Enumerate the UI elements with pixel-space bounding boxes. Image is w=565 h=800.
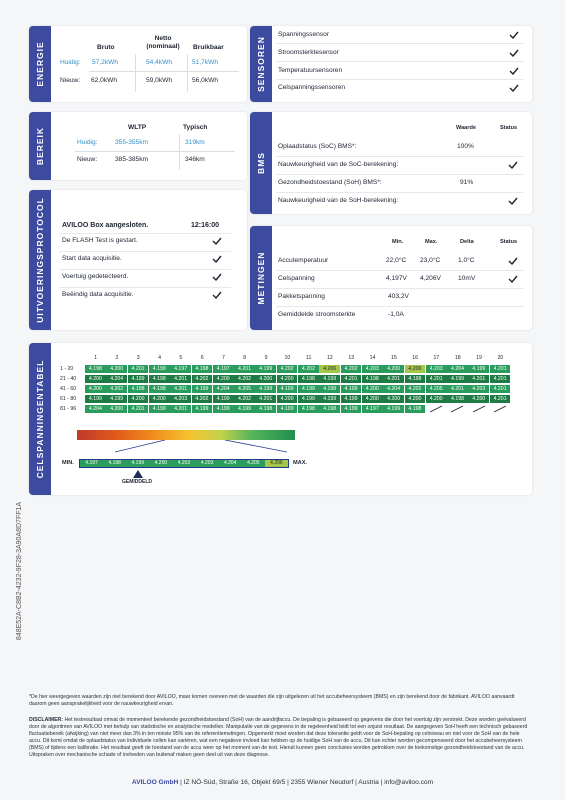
meting-row-2-max: 4,206V bbox=[420, 275, 441, 282]
bms-row-1-label: Oplaadstatus (SoC) BMS*: bbox=[278, 143, 357, 150]
cell-voltage: 4.202 bbox=[298, 365, 319, 373]
protocol-item-3: Voertuig gedetecteerd. bbox=[62, 273, 129, 280]
meting-row-2-label: Celspanning bbox=[278, 275, 315, 282]
cell-voltage: 4.200 bbox=[277, 375, 298, 383]
cell-voltage: 4.201 bbox=[490, 395, 511, 403]
cell-voltage: 4.197 bbox=[213, 365, 234, 373]
energie-tab: ENERGIE bbox=[29, 26, 51, 102]
check-icon bbox=[212, 291, 222, 299]
cell-voltage: 4.198 bbox=[149, 385, 170, 393]
sensor-item-3: Temperatuursensoren bbox=[278, 67, 343, 74]
check-icon bbox=[508, 161, 518, 169]
empty-cell-slash bbox=[426, 405, 447, 413]
legend-value: 4.198 bbox=[103, 460, 126, 467]
cell-voltage: 4.205 bbox=[234, 385, 255, 393]
cell-voltage: 4.204 bbox=[106, 375, 127, 383]
column-number: 20 bbox=[497, 355, 504, 361]
row-range-label: 81 - 96 bbox=[60, 406, 77, 412]
column-number: 6 bbox=[200, 355, 204, 361]
column-number: 19 bbox=[476, 355, 482, 361]
protocol-item-2: Start data acquisitie. bbox=[62, 255, 122, 262]
gemiddeld-label: GEMIDDELD bbox=[122, 479, 152, 485]
cell-voltage: 4.200 bbox=[383, 395, 404, 403]
energie-huidig-bruikbaar: 51,7kWh bbox=[192, 59, 219, 66]
cell-voltage: 4.198 bbox=[447, 395, 468, 403]
bms-row-1-value: 100% bbox=[457, 143, 474, 150]
cell-voltage: 4.200 bbox=[405, 395, 426, 403]
footer bbox=[0, 779, 565, 786]
meting-row-1-delta: 1,0°C bbox=[458, 257, 475, 264]
cell-voltage: 4.197 bbox=[170, 365, 191, 373]
column-number: 11 bbox=[305, 355, 312, 361]
legend-value: 4.206 bbox=[265, 460, 288, 467]
cell-voltage: 4.200 bbox=[85, 385, 106, 393]
cell-voltage: 4.199 bbox=[192, 405, 213, 413]
energie-nieuw-bruikbaar: 56,0kWh bbox=[192, 77, 219, 84]
row-range-label: 1 - 20 bbox=[60, 366, 74, 372]
legend-bracket bbox=[77, 440, 295, 458]
cell-voltage: 4.198 bbox=[85, 365, 106, 373]
cell-voltage: 4.206 bbox=[319, 365, 340, 373]
cell-voltage: 4.200 bbox=[149, 395, 170, 403]
cell-voltage: 4.201 bbox=[341, 375, 362, 383]
min-header: Min. bbox=[392, 239, 404, 245]
energie-huidig-bruto: 57,2kWh bbox=[92, 59, 119, 66]
cell-voltage: 4.200 bbox=[106, 405, 127, 413]
column-number: 1 bbox=[94, 355, 98, 361]
column-number: 4 bbox=[158, 355, 161, 361]
cell-voltage: 4.198 bbox=[362, 375, 383, 383]
bereik-tab: BEREIK bbox=[29, 112, 51, 180]
empty-cell-slash bbox=[447, 405, 468, 413]
cell-voltage: 4.200 bbox=[468, 395, 489, 403]
sensoren-card bbox=[250, 26, 532, 102]
cell-voltage: 4.200 bbox=[426, 395, 447, 403]
bms-row-3-value: 91% bbox=[460, 179, 474, 186]
footer-address: | IZ NÖ-Süd, Straße 16, Objekt 69/5 | 2355 Wiener Neudorf | Austria | bbox=[180, 779, 383, 786]
bms-row-4-label: Nauwkeurigheid van de SoH-berekening: bbox=[278, 197, 399, 204]
sensor-item-4: Celspanningssensoren bbox=[278, 84, 346, 91]
metingen-card bbox=[250, 226, 532, 330]
cell-voltage: 4.202 bbox=[341, 365, 362, 373]
bereik-huidig-wltp: 355-355km bbox=[115, 139, 148, 146]
netto-header: Netto (nominaal) bbox=[146, 35, 180, 51]
cell-voltage: 4.199 bbox=[298, 395, 319, 403]
cell-voltage: 4.199 bbox=[319, 395, 340, 403]
celspanning-tab: CELSPANNINGENTABEL bbox=[29, 343, 51, 495]
cell-voltage: 4.198 bbox=[405, 405, 426, 413]
legend-scale bbox=[79, 459, 289, 468]
column-number: 7 bbox=[222, 355, 225, 361]
bms-row-2-label: Nauwkeurigheid van de SoC-berekening: bbox=[278, 161, 399, 168]
cell-voltage: 4.200 bbox=[362, 395, 383, 403]
protocol-title: AVILOO Box aangesloten. bbox=[62, 222, 149, 229]
cell-voltage: 4.201 bbox=[490, 375, 511, 383]
column-number: 2 bbox=[115, 355, 119, 361]
protocol-time: 12:16:00 bbox=[191, 222, 220, 229]
legend-value: 4.200 bbox=[149, 460, 172, 467]
protocol-tab: UITVOERINGSPROTOCOL bbox=[29, 190, 51, 330]
bms-row-3-label: Gezondheidstoestand (SoH) BMS*: bbox=[278, 179, 382, 186]
legend-value: 4.204 bbox=[219, 460, 242, 467]
cell-voltage: 4.199 bbox=[341, 405, 362, 413]
status-header: Status bbox=[500, 239, 518, 245]
cell-voltage: 4.199 bbox=[149, 405, 170, 413]
empty-cell-slash bbox=[468, 405, 489, 413]
cell-voltage: 4.200 bbox=[213, 375, 234, 383]
cell-voltage: 4.199 bbox=[106, 395, 127, 403]
cell-voltage: 4.199 bbox=[319, 375, 340, 383]
cell-voltage: 4.202 bbox=[192, 375, 213, 383]
cell-voltage: 4.201 bbox=[128, 365, 149, 373]
wltp-header: WLTP bbox=[128, 124, 147, 131]
check-icon bbox=[508, 275, 518, 283]
protocol-item-1: De FLASH Test is gestart. bbox=[62, 237, 138, 244]
check-icon bbox=[212, 237, 222, 245]
meting-row-2-delta: 10mV bbox=[458, 275, 476, 282]
cell-voltage: 4.201 bbox=[490, 365, 511, 373]
energie-huidig-netto: 54,4kWh bbox=[146, 59, 173, 66]
protocol-item-4: Beëindig data acquisitie. bbox=[62, 291, 134, 298]
waarde-header: Waarde bbox=[456, 125, 476, 131]
typisch-header: Typisch bbox=[183, 124, 208, 131]
cell-voltage: 4.201 bbox=[490, 385, 511, 393]
voltage-gradient-bar bbox=[77, 430, 295, 440]
legend-value: 4.197 bbox=[80, 460, 103, 467]
cell-voltage: 4.199 bbox=[341, 395, 362, 403]
cell-voltage: 4.199 bbox=[128, 375, 149, 383]
cell-voltage: 4.202 bbox=[234, 375, 255, 383]
bms-tab: BMS bbox=[250, 112, 272, 214]
energie-nieuw-bruto: 62,0kWh bbox=[91, 77, 118, 84]
cell-voltage: 4.206 bbox=[405, 365, 426, 373]
column-number: 10 bbox=[284, 355, 291, 361]
footer-company: AVILOO GmbH bbox=[131, 779, 179, 786]
metingen-tab: METINGEN bbox=[250, 226, 272, 330]
column-number: 9 bbox=[264, 355, 268, 361]
disclaimer-label: DISCLAIMER: bbox=[29, 717, 64, 723]
cell-voltage: 4.198 bbox=[255, 405, 276, 413]
cell-voltage: 4.201 bbox=[426, 375, 447, 383]
cell-voltage: 4.204 bbox=[447, 365, 468, 373]
check-icon bbox=[509, 84, 519, 92]
check-icon bbox=[212, 255, 222, 263]
status-header: Status bbox=[500, 125, 518, 131]
footnote: *De hier weergegeven waarden zijn niet berekend door AVILOO, maar komen overeen met de waarden die zijn uitgelezen uit het accubeheersysteem (BMS) en zijn berekend door de fabrikant. AVILOO aanvaardt daarom geen aansprakelijkheid voor de nauwkeurigheid ervan. bbox=[29, 694, 515, 707]
legend-value: 4.202 bbox=[172, 460, 195, 467]
cell-voltage: 4.198 bbox=[319, 385, 340, 393]
energie-nieuw-label: Nieuw: bbox=[60, 77, 81, 84]
cell-voltage: 4.201 bbox=[170, 375, 191, 383]
meting-row-1-max: 23,0°C bbox=[420, 257, 441, 264]
bereik-huidig-label: Huidig: bbox=[77, 139, 98, 146]
column-number: 15 bbox=[390, 355, 397, 361]
sensor-item-1: Spanningssensor bbox=[278, 31, 329, 38]
cell-voltage: 4.199 bbox=[298, 385, 319, 393]
cell-voltage: 4.203 bbox=[426, 365, 447, 373]
meting-row-2-min: 4,197V bbox=[386, 275, 407, 282]
column-number: 5 bbox=[179, 355, 183, 361]
bruikbaar-header: Bruikbaar bbox=[193, 44, 224, 51]
meting-row-1-label: Accutemperatuur bbox=[278, 257, 329, 264]
footer-email[interactable]: info@aviloo.com bbox=[384, 779, 434, 786]
meting-row-4-label: Gemiddelde stroomsterkte bbox=[278, 311, 356, 318]
cell-voltage: 4.201 bbox=[170, 385, 191, 393]
cell-voltage: 4.199 bbox=[234, 405, 255, 413]
check-icon bbox=[508, 257, 518, 265]
check-icon bbox=[509, 49, 519, 57]
check-icon bbox=[508, 197, 518, 205]
row-range-label: 41 - 60 bbox=[60, 386, 77, 392]
cell-voltage: 4.202 bbox=[234, 395, 255, 403]
sensor-item-2: Stroomsterktesensor bbox=[278, 49, 339, 56]
cell-voltage: 4.201 bbox=[468, 375, 489, 383]
disclaimer bbox=[29, 717, 532, 759]
cell-voltage: 4.203 bbox=[468, 385, 489, 393]
cell-voltage: 4.204 bbox=[213, 385, 234, 393]
cell-voltage: 4.201 bbox=[255, 395, 276, 403]
cell-voltage: 4.198 bbox=[405, 375, 426, 383]
cell-voltage: 4.200 bbox=[106, 365, 127, 373]
cell-voltage: 4.201 bbox=[170, 405, 191, 413]
cell-voltage: 4.198 bbox=[298, 405, 319, 413]
legend-value: 4.199 bbox=[126, 460, 149, 467]
bms-card bbox=[250, 112, 532, 214]
column-number: 3 bbox=[136, 355, 140, 361]
disclaimer-text: Het testresultaat omvat de momenteel berekende gezondheidstoestand (SoH) van de aandrijfaccu. De bepaling is gebaseerd op gegevens die door het voertuig zijn verstrekt. Deze worden geëvalueerd door de algoritmen van AVILOO met behulp van statistische en analytische modellen. Manipulatie van de gegevens in de regeleenheid leidt tot een onjuist resultaat. De aangegeven SoH heeft een technisch gebaseerd fluctuatiebereik (afwijking) van niet meer dan 3% in ten minste 95% van de referentiemetingen. Opgemerkt moet worden dat deze tolerantie geldt voor de SoH-bepaling op celniveau en niet voor de SoH van de hele accu. Dit komt omdat de oplaadstatus van individuele cellen kan variëren, wat een negatieve invloed kan hebben op de huidige SoH van de accu. Dit kan echter worden gecompenseerd door het accubeheersysteem (BMS) of tijdens een kalibratie. Het resultaat geeft de toestand van de accu weer op het moment van de test. Hieruit kunnen geen conclusies worden getrokken over de toekomstige gezondheidstoestand van de accu. Uitspraken over mechanische schade of invloeden van buitenaf maken geen deel uit van deze diagnose. bbox=[29, 717, 528, 758]
cell-voltage: 4.203 bbox=[362, 365, 383, 373]
bereik-nieuw-label: Nieuw: bbox=[77, 156, 98, 163]
energie-nieuw-netto: 59,0kWh bbox=[146, 77, 173, 84]
cell-voltage: 4.203 bbox=[170, 395, 191, 403]
bruto-header: Bruto bbox=[97, 44, 115, 51]
cell-voltage: 4.197 bbox=[362, 405, 383, 413]
meting-row-4-min: -1,0A bbox=[388, 311, 404, 318]
cell-voltage: 4.199 bbox=[383, 405, 404, 413]
cell-voltage: 4.202 bbox=[192, 395, 213, 403]
energie-card bbox=[29, 26, 247, 102]
legend-max-label: MAX. bbox=[293, 460, 307, 466]
energie-huidig-label: Huidig: bbox=[60, 59, 81, 66]
cell-voltage: 4.201 bbox=[447, 385, 468, 393]
row-range-label: 61 - 80 bbox=[60, 396, 77, 402]
delta-header: Delta bbox=[460, 239, 474, 245]
legend-min-label: MIN. bbox=[62, 460, 74, 466]
cell-voltage: 4.199 bbox=[213, 395, 234, 403]
cell-voltage: 4.204 bbox=[85, 405, 106, 413]
cell-voltage: 4.205 bbox=[426, 385, 447, 393]
average-marker-icon bbox=[133, 470, 143, 478]
check-icon bbox=[509, 67, 519, 75]
column-number: 8 bbox=[243, 355, 247, 361]
column-number: 18 bbox=[454, 355, 461, 361]
cell-voltage: 4.198 bbox=[128, 385, 149, 393]
cell-voltage: 4.199 bbox=[149, 365, 170, 373]
cell-voltage: 4.200 bbox=[255, 375, 276, 383]
column-number: 16 bbox=[412, 355, 419, 361]
cell-voltage-grid bbox=[29, 343, 532, 495]
column-number: 12 bbox=[327, 355, 333, 361]
cell-voltage: 4.200 bbox=[277, 395, 298, 403]
cell-voltage: 4.198 bbox=[298, 375, 319, 383]
check-icon bbox=[212, 273, 222, 281]
bereik-huidig-typisch: 319km bbox=[185, 139, 205, 146]
cell-voltage: 4.202 bbox=[405, 385, 426, 393]
column-number: 14 bbox=[369, 355, 376, 361]
cell-voltage: 4.200 bbox=[85, 375, 106, 383]
bereik-nieuw-wltp: 385-385km bbox=[115, 156, 148, 163]
legend-value: 4.203 bbox=[196, 460, 219, 467]
cell-voltage: 4.199 bbox=[468, 365, 489, 373]
cell-voltage: 4.201 bbox=[383, 375, 404, 383]
row-range-label: 21 - 40 bbox=[60, 376, 77, 382]
cell-voltage: 4.201 bbox=[234, 365, 255, 373]
cell-voltage: 4.202 bbox=[106, 385, 127, 393]
bereik-card bbox=[29, 112, 247, 180]
meting-row-1-min: 22,0°C bbox=[386, 257, 407, 264]
cell-voltage: 4.199 bbox=[277, 385, 298, 393]
max-header: Max. bbox=[425, 239, 438, 245]
legend-value: 4.205 bbox=[242, 460, 265, 467]
check-icon bbox=[509, 31, 519, 39]
cell-voltage: 4.200 bbox=[128, 395, 149, 403]
cell-voltage: 4.201 bbox=[128, 405, 149, 413]
protocol-card bbox=[29, 190, 247, 330]
empty-cell-slash bbox=[490, 405, 511, 413]
cell-voltage: 4.200 bbox=[383, 365, 404, 373]
cell-voltage: 4.198 bbox=[149, 375, 170, 383]
cell-voltage: 4.200 bbox=[362, 385, 383, 393]
cell-voltage: 4.204 bbox=[383, 385, 404, 393]
column-number: 17 bbox=[433, 355, 440, 361]
side-code: 848E52A-C8B2-4232-9F28-3A90A8D7FF1A bbox=[16, 501, 23, 641]
cell-voltage: 4.199 bbox=[277, 405, 298, 413]
column-number: 13 bbox=[348, 355, 355, 361]
cell-voltage: 4.199 bbox=[192, 385, 213, 393]
cell-voltage: 4.199 bbox=[447, 375, 468, 383]
cell-voltage: 4.198 bbox=[192, 365, 213, 373]
cell-voltage: 4.198 bbox=[319, 405, 340, 413]
sensoren-tab: SENSOREN bbox=[250, 26, 272, 102]
celspanning-card bbox=[29, 343, 532, 495]
cell-voltage: 4.199 bbox=[255, 365, 276, 373]
cell-voltage: 4.202 bbox=[277, 365, 298, 373]
meting-row-3-min: 403,2V bbox=[388, 293, 409, 300]
cell-voltage: 4.199 bbox=[255, 385, 276, 393]
cell-voltage: 4.199 bbox=[85, 395, 106, 403]
meting-row-3-label: Pakketspanning bbox=[278, 293, 325, 300]
cell-voltage: 4.199 bbox=[213, 405, 234, 413]
cell-voltage: 4.199 bbox=[341, 385, 362, 393]
bereik-nieuw-typisch: 346km bbox=[185, 156, 205, 163]
